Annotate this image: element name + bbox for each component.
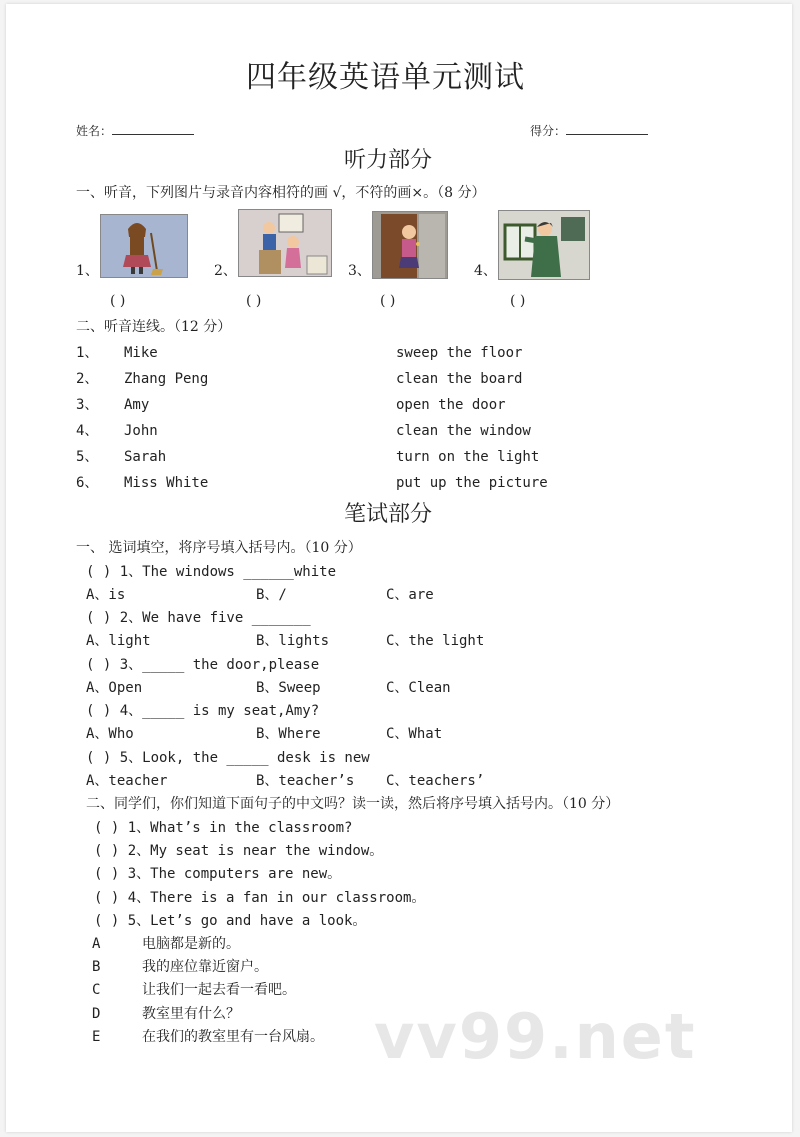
translation-letter: C	[92, 982, 101, 998]
teacher-cleaning-window-icon	[499, 211, 589, 279]
sentence[interactable]: ( ) 3、The computers are new。	[94, 866, 342, 882]
match-name[interactable]: Mike	[124, 345, 158, 361]
picture-put-up	[238, 209, 332, 277]
match-num: 4、	[76, 423, 99, 439]
translation-text: 我的座位靠近窗户。	[142, 959, 268, 975]
page-title: 四年级英语单元测试	[246, 60, 525, 95]
name-label: 姓名：	[76, 124, 113, 138]
children-putting-up-picture-icon	[239, 210, 331, 276]
writing-heading: 笔试部分	[344, 502, 433, 527]
girl-opening-door-icon	[373, 212, 447, 278]
pic-number-3: 3、	[348, 263, 371, 279]
match-action[interactable]: turn on the light	[396, 449, 540, 465]
translation-letter: E	[92, 1029, 101, 1045]
pic-number-2: 2、	[214, 263, 237, 279]
translation-text: 教室里有什么？	[142, 1006, 240, 1022]
option-a[interactable]: A、Who	[86, 726, 134, 742]
name-blank[interactable]	[112, 122, 194, 135]
listening-heading: 听力部分	[344, 148, 433, 173]
picture-sweep	[100, 214, 188, 278]
translation-text: 在我们的教室里有一台风扇。	[142, 1029, 324, 1045]
match-num: 5、	[76, 449, 99, 465]
match-name[interactable]: Miss White	[124, 475, 209, 491]
translation-text: 让我们一起去看一看吧。	[142, 982, 296, 998]
pic-number-4: 4、	[474, 263, 497, 279]
pic-number-1: 1、	[76, 263, 99, 279]
match-action[interactable]: put up the picture	[396, 475, 548, 491]
translation-letter: B	[92, 959, 101, 975]
match-action[interactable]: clean the window	[396, 423, 531, 439]
option-c[interactable]: C、What	[386, 726, 443, 742]
picture-clean-window	[498, 210, 590, 280]
score-field	[530, 122, 648, 140]
match-num: 1、	[76, 345, 99, 361]
question[interactable]: ( ) 5、Look, the _____ desk is new	[86, 750, 370, 766]
match-action[interactable]: open the door	[396, 397, 506, 413]
score-blank[interactable]	[566, 122, 648, 135]
question[interactable]: ( ) 4、_____ is my seat,Amy?	[86, 703, 320, 719]
question[interactable]: ( ) 2、We have five _______	[86, 610, 311, 626]
option-a[interactable]: A、Open	[86, 680, 143, 696]
score-label: 得分：	[530, 124, 567, 138]
exam-page	[6, 4, 792, 1132]
option-c[interactable]: C、the light	[386, 633, 485, 649]
watermark: vv99.net	[374, 1000, 697, 1073]
match-name[interactable]: Zhang Peng	[124, 371, 209, 387]
option-c[interactable]: C、teachers’	[386, 773, 485, 789]
option-a[interactable]: A、teacher	[86, 773, 168, 789]
sentence[interactable]: ( ) 2、My seat is near the window。	[94, 843, 384, 859]
match-num: 3、	[76, 397, 99, 413]
question[interactable]: ( ) 3、_____ the door,please	[86, 657, 320, 673]
sentence[interactable]: ( ) 1、What’s in the classroom?	[94, 820, 353, 836]
answer-paren-4[interactable]: ( )	[510, 293, 526, 309]
sentence[interactable]: ( ) 4、There is a fan in our classroom。	[94, 890, 426, 906]
option-a[interactable]: A、is	[86, 587, 126, 603]
writing-part1-instruction: 一、 选词填空，将序号填入括号内。（10 分）	[76, 540, 362, 556]
option-b[interactable]: B、teacher’s	[256, 773, 355, 789]
answer-paren-3[interactable]: ( )	[380, 293, 396, 309]
match-name[interactable]: John	[124, 423, 158, 439]
option-b[interactable]: B、Where	[256, 726, 321, 742]
listening-part1-instruction: 一、听音，下列图片与录音内容相符的画 √，不符的画×。（8 分）	[76, 185, 486, 201]
listening-part2-instruction: 二、听音连线。（12 分）	[76, 319, 232, 335]
option-c[interactable]: C、are	[386, 587, 434, 603]
translation-text: 电脑都是新的。	[142, 936, 240, 952]
girl-sweeping-icon	[101, 215, 187, 277]
answer-paren-2[interactable]: ( )	[246, 293, 262, 309]
option-b[interactable]: B、Sweep	[256, 680, 321, 696]
match-action[interactable]: sweep the floor	[396, 345, 523, 361]
match-name[interactable]: Amy	[124, 397, 150, 413]
match-num: 6、	[76, 475, 99, 491]
picture-open-door	[372, 211, 448, 279]
option-a[interactable]: A、light	[86, 633, 151, 649]
writing-part2-instruction: 二、同学们，你们知道下面句子的中文吗？读一读，然后将序号填入括号内。（10 分）	[86, 796, 620, 812]
match-num: 2、	[76, 371, 99, 387]
option-b[interactable]: B、/	[256, 587, 287, 603]
option-b[interactable]: B、lights	[256, 633, 330, 649]
answer-paren-1[interactable]: ( )	[110, 293, 126, 309]
match-name[interactable]: Sarah	[124, 449, 167, 465]
option-c[interactable]: C、Clean	[386, 680, 451, 696]
translation-letter: A	[92, 936, 101, 952]
question[interactable]: ( ) 1、The windows ______white	[86, 564, 337, 580]
translation-letter: D	[92, 1006, 101, 1022]
match-action[interactable]: clean the board	[396, 371, 523, 387]
sentence[interactable]: ( ) 5、Let’s go and have a look。	[94, 913, 367, 929]
name-field	[76, 122, 194, 140]
